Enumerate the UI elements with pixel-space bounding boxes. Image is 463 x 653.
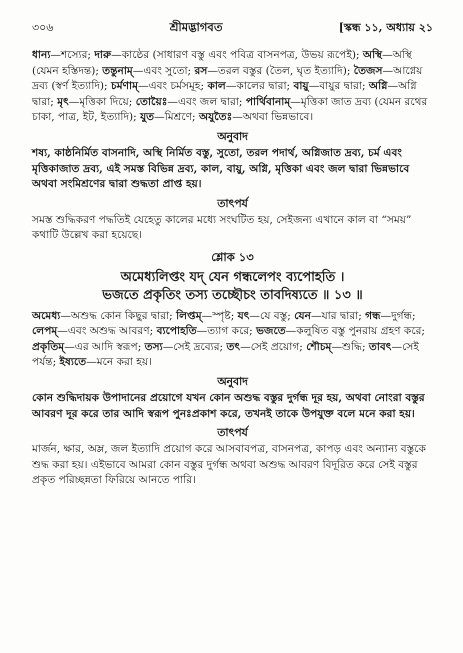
synonym-term: ধান্য: [32, 49, 51, 61]
synonym-meaning: —মনে করা হয়।: [86, 356, 152, 369]
synonym-meaning: —এবং সুতো;: [132, 64, 195, 77]
synonym-term: প্রকৃতিম্: [32, 340, 65, 353]
synonym-term: অস্থি: [362, 49, 383, 61]
synonym-term: তৎ: [226, 340, 241, 353]
translation-text: কোন শুদ্ধিদায়ক উপাদানের প্রয়োগে যখন কোন অশুদ্ধ বস্তুর দুর্গন্ধ দূর হয়, অথবা নোংরা বস্তুর আবরণ দূর করে তার আদি স্বরূপ পুনঃপ্রকাশ করে, তখনই তাকে উপযুক্ত বলে মনে করা হয়।: [32, 391, 425, 420]
synonym-meaning: —মৃত্তিকা দিয়ে;: [68, 95, 136, 108]
synonym-meaning: —বায়ুর দ্বারা;: [308, 80, 369, 93]
synonym-meaning: —মৃত্তিকা জাত দ্রব্য (যেমন রথের চাকা, পাত্র, ইট, ইত্যাদি);: [32, 95, 428, 124]
synonym-meaning: —মিশ্রণে;: [154, 111, 199, 124]
synonym-meaning: —এবং জল দ্বারা;: [167, 95, 246, 108]
section-label: [স্কন্ধ ১১, অধ্যায় ২১: [338, 21, 433, 34]
synonym-term: মৃৎ: [57, 95, 69, 108]
synonym-meaning: —কালের দ্বারা;: [225, 80, 294, 93]
synonym-meaning: —তরল বস্তুর (তৈল, ঘৃত ইত্যাদি);: [207, 64, 354, 77]
synonym-meaning: —কলুষিত বস্তু পুনরায় গ্রহণ করে;: [285, 325, 426, 338]
verse-title: শ্লোক ১৩: [211, 249, 254, 264]
synonym-term: বায়ু: [293, 80, 309, 93]
synonym-meaning: —সেই দ্রব্যের;: [162, 340, 227, 353]
synonym-meaning: —এবং চর্মসমূহ;: [137, 80, 208, 93]
synonym-meaning: —শস্যের;: [50, 49, 95, 61]
purport-heading: তাৎপর্য: [217, 426, 248, 440]
verse-line-1: অমেধ্যলিপ্তং যদ্ যেন গন্ধলেপং ব্যপোহতি ।: [120, 269, 345, 285]
synonym-term: লেপম্: [32, 325, 58, 338]
translation-heading: অনুবাদ: [217, 374, 248, 388]
synonyms-paragraph: [32, 48, 433, 126]
synonym-term: অগ্নি: [368, 80, 388, 93]
synonym-term: তস্য: [144, 340, 163, 353]
translation-heading: অনুবাদ: [217, 129, 248, 143]
synonym-term: যুত: [140, 111, 155, 124]
synonym-meaning: —যার দ্বারা;: [310, 309, 366, 322]
translation-text: শষ্য, কাষ্ঠনির্মিত বাসনাদি, অস্থি নির্মিত বস্তু, সুতো, তরল পদার্থ, অগ্নিজাত দ্রব্য, চর্ম এবং মৃত্তিকাজাত দ্রব্য, এই সমস্ত বিভিন্ন দ্রব্য, কাল, বায়ু, অগ্নি, মৃত্তিকা এবং জল দ্বারা ভিন্নভাবে অথবা সংমিশ্রণের দ্বারা শুদ্ধতা প্রাপ্ত হয়।: [32, 146, 410, 191]
synonym-term: গন্ধ: [365, 309, 381, 322]
synonym-meaning: —কাষ্ঠের (সাধারণ বস্তু এবং পবিত্র বাসনপত্র, উভয় রূপেই);: [111, 49, 363, 61]
synonym-term: তন্তুনাম্: [102, 64, 133, 77]
page-number: ৩০৬: [32, 21, 54, 34]
synonym-term: অমেধ্য: [32, 309, 61, 322]
synonym-term: চর্মণাম্: [111, 80, 138, 93]
synonym-meaning: —সেই পর্যন্ত;: [32, 340, 419, 369]
synonym-meaning: —অথবা ভিন্নভাবে।: [232, 111, 314, 124]
synonym-term: শৌচম্: [306, 340, 332, 353]
synonym-term: তোয়ৈঃ: [135, 95, 168, 108]
synonym-meaning: —সেই প্রয়োগ;: [240, 340, 307, 353]
purport-text: সমস্ত শুদ্ধিকরণ পদ্ধতিই যেহেতু কালের মধ্যে সংঘটিত হয়, সেইজন্য এখানে কাল বা “সময়” কথাটি উল্লেখ করা হয়েছে।: [32, 213, 412, 242]
synonym-term: অযুতৈঃ: [198, 111, 233, 124]
synonym-term: তৈজস: [353, 64, 383, 77]
synonym-term: কাল: [207, 80, 226, 93]
page-header: [32, 20, 433, 38]
synonym-meaning: —স্পৃষ্ট;: [201, 309, 238, 322]
synonym-term: যৎ: [237, 309, 250, 322]
synonym-term: ইষ্যতে: [59, 356, 87, 369]
synonym-meaning: —এর আদি স্বরূপ;: [64, 340, 145, 353]
synonym-term: যেন: [294, 309, 311, 322]
purport-text: মার্জন, ক্ষার, অম্ল, জল ইত্যাদি প্রয়োগ করে আসবাবপত্র, বাসনপত্র, কাপড় এবং অন্যান্য বস্তুকে শুদ্ধ করা হয়। এইভাবে আমরা কোন বস্তুর দুর্গন্ধ অথবা অশুদ্ধ আবরণ বিদূরিত করে সেই বস্তুর প্রকৃত পরিচ্ছন্নতা ফিরিয়ে আনতে পারি।: [32, 443, 426, 487]
synonyms-paragraph: [32, 309, 433, 371]
book-title: শ্রীমদ্ভাগবত: [169, 20, 223, 34]
synonym-term: ব্যপোহতি: [156, 325, 197, 338]
purport-heading: তাৎপর্য: [217, 196, 248, 210]
synonym-meaning: —অগ্নি দ্বারা;: [32, 80, 417, 108]
synonym-meaning: —যে বস্তু;: [249, 309, 295, 322]
synonym-meaning: —দুর্গন্ধ;: [380, 309, 416, 322]
synonym-term: ভজতে: [256, 325, 286, 338]
synonym-meaning: —অস্থি (যেমন হস্তিদন্ত);: [32, 49, 412, 77]
synonym-meaning: —অশুদ্ধ কোন কিছুর দ্বারা;: [60, 309, 177, 322]
synonym-term: দারু: [94, 49, 112, 61]
synonym-term: রস: [194, 64, 208, 77]
synonym-meaning: —এবং অশুদ্ধ আবরণ;: [57, 325, 157, 338]
synonym-term: তাবৎ: [368, 340, 392, 353]
synonym-term: পার্থিবানাম্: [245, 95, 291, 108]
synonym-term: লিপ্তম্: [176, 309, 202, 322]
synonym-meaning: —আগ্নেয় দ্রব্য (স্বর্ণ ইত্যাদি);: [32, 64, 423, 93]
synonym-meaning: —ত্যাগ করে;: [196, 325, 257, 338]
synonym-meaning: —শুদ্ধি;: [331, 340, 369, 353]
verse-line-2: ভজতে প্রকৃতিং তস্য তচ্ছৌচং তাবদিষ্যতে ॥ ১৩ ॥: [102, 287, 363, 303]
